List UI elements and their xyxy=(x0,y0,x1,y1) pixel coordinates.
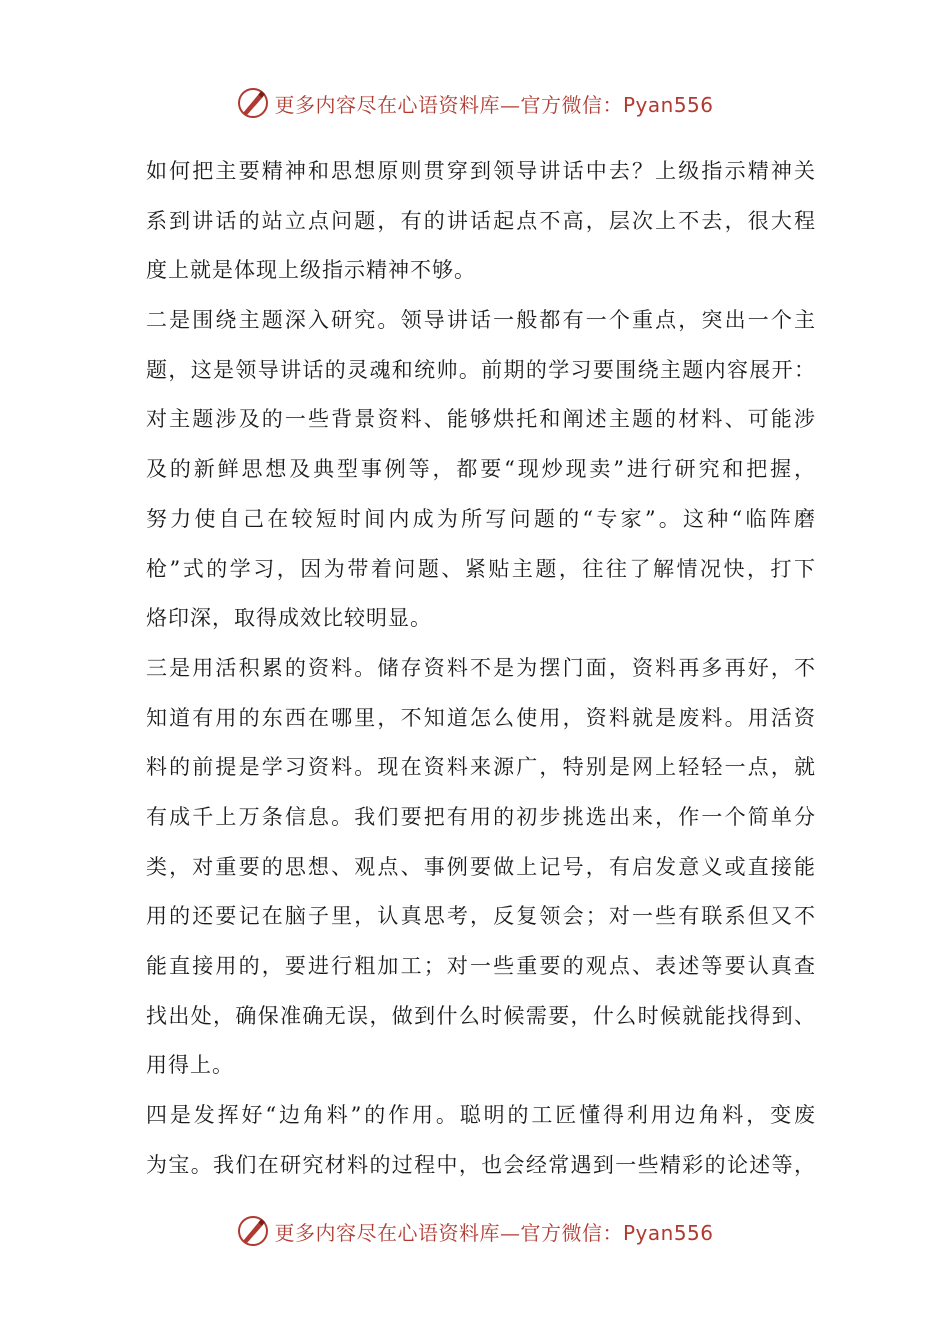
text-line: 二是围绕主题深入研究。领导讲话一般都有一个重点，突出一个主 xyxy=(146,308,816,333)
text-line: 找出处，确保准确无误，做到什么时候需要，什么时候就能找得到、 xyxy=(146,1003,816,1028)
text-line: 知道有用的东西在哪里，不知道怎么使用，资料就是废料。用活资 xyxy=(146,705,816,730)
text-line: 系到讲话的站立点问题，有的讲话起点不高，层次上不去，很大程 xyxy=(146,208,816,233)
watermark-wechat-label: 官方微信： xyxy=(520,1220,623,1245)
pen-logo-icon xyxy=(236,86,270,120)
text-line: 为宝。我们在研究材料的过程中，也会经常遇到一些精彩的论述等， xyxy=(146,1152,816,1177)
text-line: 料的前提是学习资料。现在资料来源广，特别是网上轻轻一点，就 xyxy=(146,755,816,780)
text-line: 努力使自己在较短时间内成为所写问题的“专家”。这种“临阵磨 xyxy=(146,506,816,531)
text-line: 枪”式的学习，因为带着问题、紧贴主题，往往了解情况快，打下 xyxy=(146,556,816,581)
footer-watermark xyxy=(0,1211,950,1251)
watermark-text xyxy=(274,1217,713,1246)
text-line: 用得上。 xyxy=(146,1053,234,1078)
text-line: 三是用活积累的资料。储存资料不是为摆门面，资料再多再好，不 xyxy=(146,655,816,680)
text-line: 类，对重要的思想、观点、事例要做上记号，有启发意义或直接能 xyxy=(146,854,816,879)
watermark-prefix: 更多内容尽在心语资料库 xyxy=(274,1220,500,1245)
watermark-dash: — xyxy=(499,92,521,117)
watermark-dash: — xyxy=(499,1220,521,1245)
pen-logo-icon xyxy=(236,1214,270,1248)
text-line: 能直接用的，要进行粗加工；对一些重要的观点、表述等要认真查 xyxy=(146,954,816,978)
watermark-prefix: 更多内容尽在心语资料库 xyxy=(274,92,500,117)
text-line: 有成千上万条信息。我们要把有用的初步挑选出来，作一个简单分 xyxy=(146,804,816,829)
text-line: 对主题涉及的一些背景资料、能够烘托和阐述主题的材料、可能涉 xyxy=(146,407,816,432)
text-line: 烙印深，取得成效比较明显。 xyxy=(146,606,432,631)
document-body xyxy=(146,150,816,1193)
text-line: 题，这是领导讲话的灵魂和统帅。前期的学习要围绕主题内容展开： xyxy=(146,357,816,382)
header-watermark xyxy=(0,83,950,123)
text-line: 度上就是体现上级指示精神不够。 xyxy=(146,258,476,283)
watermark-wechat-id: Pyan556 xyxy=(622,1220,714,1245)
watermark-wechat-label: 官方微信： xyxy=(520,92,623,117)
watermark-wechat-id: Pyan556 xyxy=(622,92,714,117)
text-line: 及的新鲜思想及典型事例等，都要“现炒现卖”进行研究和把握， xyxy=(146,457,816,482)
text-line: 用的还要记在脑子里，认真思考，反复领会；对一些有联系但又不 xyxy=(146,904,816,929)
text-line: 如何把主要精神和思想原则贯穿到领导讲话中去？上级指示精神关 xyxy=(146,159,816,183)
watermark-text xyxy=(274,89,713,118)
text-line: 四是发挥好“边角料”的作用。聪明的工匠懂得利用边角料，变废 xyxy=(146,1103,816,1128)
